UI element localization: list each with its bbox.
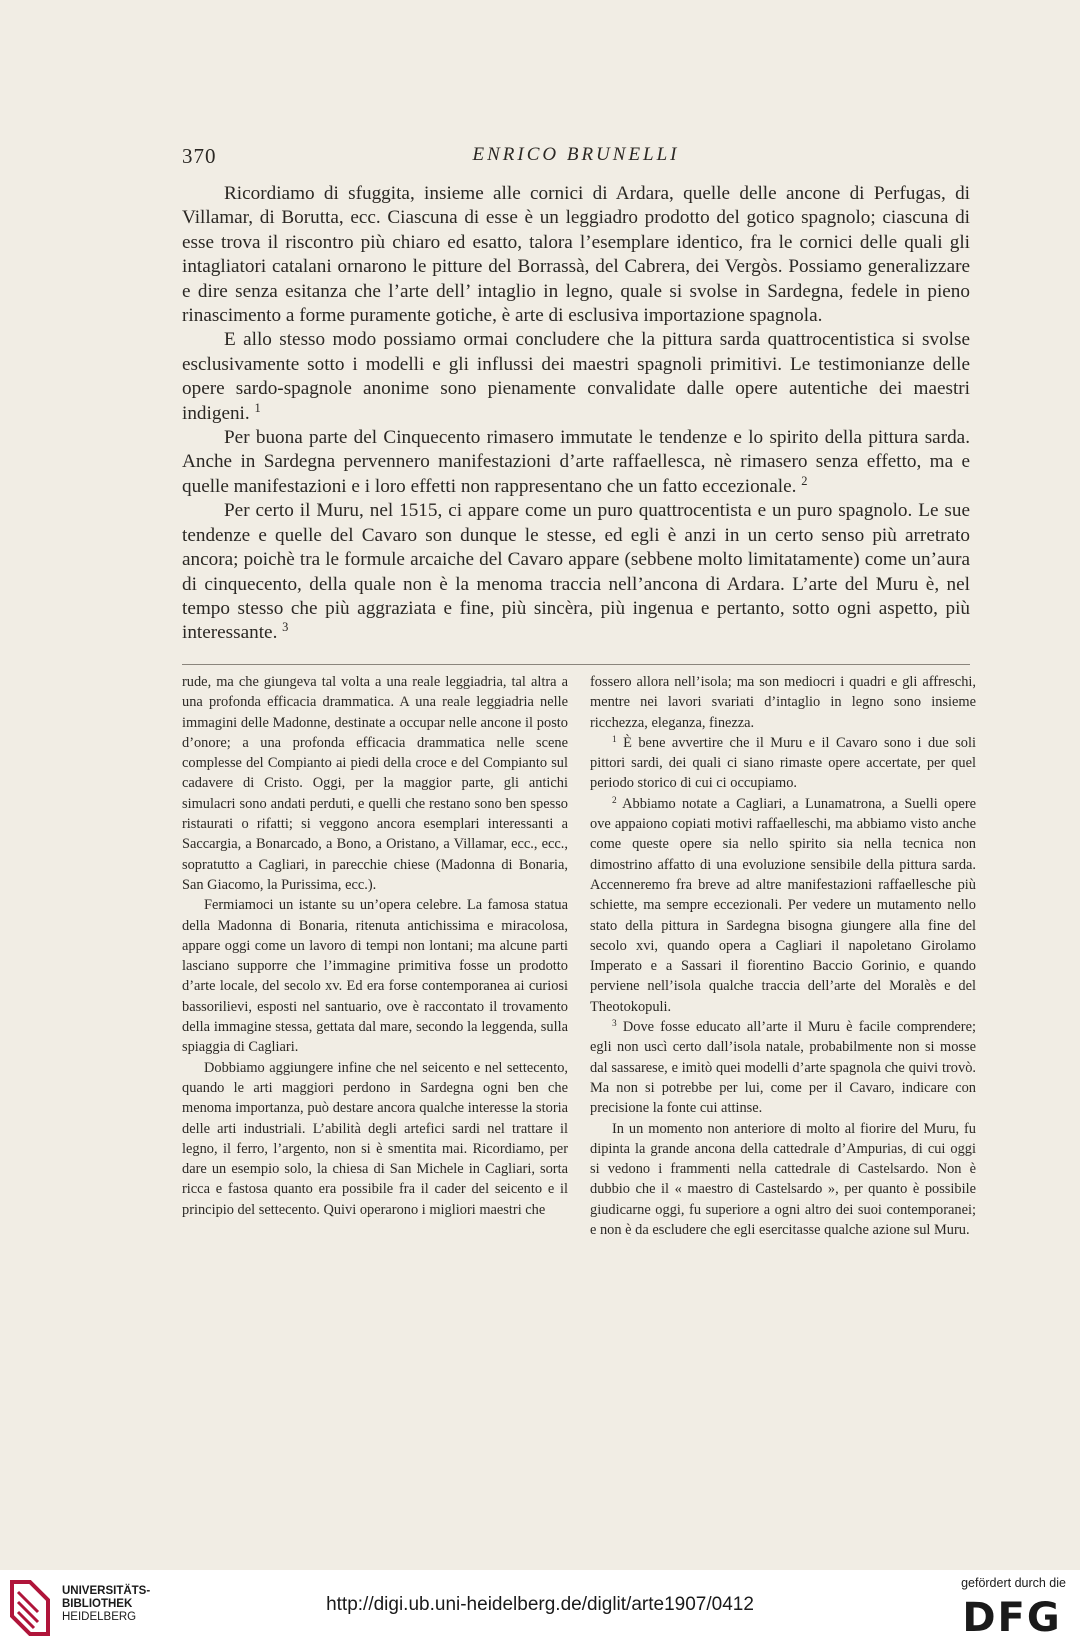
footnote-reference: 1 [254,400,261,415]
dfg-logo: DFG [962,1595,1062,1641]
footnote-paragraph [590,1119,976,1241]
paragraph-text: Fermiamoci un istante su un’opera celebre. La famosa statua della Madonna di Bonaria, ritenuta antichissima e miracolosa, appare oggi come un lavoro di tempi non lontani; ma alcune parti lasciano supporre che l’immagine primitiva fosse un prodotto d’arte locale, del secolo xv. Ed era forse contemporanea ai curiosi bassorilievi, esposti nel santuario, ove è raccontato il trovamento della immagine stessa, gettata dal mare, secondo la leggenda, sulla spiaggia di Cagliari. [182,897,568,1056]
footnotes-left-column [182,672,568,1220]
library-name-line: HEIDELBERG [62,1611,137,1623]
paragraph-text: E allo stesso modo possiamo ormai concludere che la pittura sarda quattrocentistica si svolse esclusivamente sotto i modelli e gli influssi dei maestri spagnoli primitivi. Le testimonianze delle opere sardo-spagnole anonime sono pienamente convalidate dalle opere autentiche dei maestri indigeni. [182,329,970,424]
paragraph-text: Abbiamo notate a Cagliari, a Lunamatrona, a Suelli opere ove appaiono copiati motivi raffaelleschi, ma abbiamo visto anche come queste opere sia nello spirito sia nella tecnica non dimostrino affatto di una evoluzione sensibile della pittura sarda. Accenneremo fra breve ad altre manifestazioni raffaellesche più schiette, ma sempre eccezionali. Per vedere un mutamento nello stato della pittura in Sardegna bisogna giungere alla fine del secolo xvi, quando opera a Cagliari il napoletano Girolamo Imperato e a Sassari il fiorentino Baccio Gorinio, e quando perviene nell’isola qualche traccia dell’arte del Moralès e del Theotokopuli. [590,795,976,1015]
footnote-number: 1 [612,734,617,745]
footnote-paragraph [590,672,976,733]
footnote-paragraph [590,1017,976,1118]
footnote-paragraph [590,733,976,794]
paragraph-text: Dove fosse educato all’arte il Muru è facile comprendere; egli non uscì certo dall’isola natale, probabilmente non si mosse dal sassarese, e imitò quei modelli d’arte spagnola che quivi trovò. Ma non si potrebbe per lui, come per il Cavaro, indicare con precisione la fonte cui attinse. [590,1019,976,1117]
paragraph-text: fossero allora nell’isola; ma son mediocri i quadri e gli affreschi, mentre nei lavori svariati d’intaglio in legno sono insieme ricchezza, eleganza, finezza. [590,674,976,731]
library-name-line: BIBLIOTHEK [62,1598,133,1610]
paragraph-text: Per buona parte del Cinquecento rimasero immutate le tendenze e lo spirito della pittura sarda. Anche in Sardegna pervennero manifestazioni d’arte raffaellesca, nè rimasero senza effetto, ma e quelle manifestazioni e i loro effetti non rappresentano che un fatto eccezionale. [182,427,970,497]
footer-bar [0,1570,1080,1647]
footnote-divider [182,664,970,665]
footnote-paragraph [590,794,976,1017]
footnote-paragraph [182,895,568,1057]
body-paragraph [182,328,970,426]
paragraph-text: In un momento non anteriore di molto al fiorire del Muru, fu dipinta la grande ancona della cattedrale d’Ampurias, di cui oggi si vedono i frammenti nella cattedrale di Castelsardo. Non è dubbio che il « maestro di Castelsardo », per quanto è possibile giudicarne oggi, fu superiore a ogni altro dei suoi contemporanei; e non è da escludere che egli esercitasse qualche azione sul Muru. [590,1120,976,1239]
footnote-paragraph [182,672,568,895]
paragraph-text: rude, ma che giungeva tal volta a una reale leggiadria, tal altra a una profonda efficacia drammatica. A una reale leggiadria nelle immagini delle Madonne, destinate a occupar nelle ancone il posto d’onore; a una profonda efficacia drammatica nelle scene complesse del Compianto ai piedi della croce e del Compianto sul cadavere di Cristo. Oggi, per la maggior parte, gli antichi simulacri sono andati perduti, e quelli che restano sono ben spesso ristaurati o rifatti; si veggono ancora esemplari interessanti a Saccargia, a Bonarcado, a Bono, a Oristano, a Villamar, ecc., ecc., sopratutto a Cagliari, in parecchie chiese (Madonna di Bonaria, San Giacomo, la Purissima, ecc.). [182,674,568,893]
library-logo-icon [8,1578,54,1638]
footnotes-right-column [590,672,976,1240]
footnote-number: 2 [612,795,617,806]
main-text [182,182,970,646]
footnote-reference: 2 [801,474,808,489]
paragraph-text: È bene avvertire che il Muru e il Cavaro sono i due soli pittori sardi, dei quali ci siano rimaste opere accertate, per quel periodo storico di cui ci occupiamo. [590,734,976,792]
funded-by-label: gefördert durch die [961,1576,1066,1590]
paragraph-text: Ricordiamo di sfuggita, insieme alle cornici di Ardara, quelle delle ancone di Perfugas, di Villamar, di Borutta, ecc. Ciascuna di esse è un leggiadro prodotto del gotico spagnolo; ciascuna di esse trova il riscontro più chiaro ed esatto, talora l’esemplare identico, fra le cornici delle quali gli intagliatori catalani ornarono le pitture del Borrassà, del Cabrera, dei Vergòs. Possiamo generalizzare e dire senza esitanza che l’arte dell’ intaglio in legno, quale si svolse in Sardegna, fedele in pieno rinascimento a forme puramente gotiche, è arte di esclusiva importazione spagnola. [182,183,970,327]
paragraph-text: Per certo il Muru, nel 1515, ci appare come un puro quattrocentista e un puro spagnolo. Le sue tendenze e quelle del Cavaro son dunque le stesse, ed egli è anzi in un certo senso più arretrato ancora; poichè tra le formule arcaiche del Cavaro appare (sebbene molto limitatamente) come un’aura di cinquecento, della quale non è la menoma traccia nell’ancona di Ardara. L’arte del Muru è, nel tempo stesso che più aggraziata e fine, più sincèra, più ingenua e pertanto, sotto ogni aspetto, più interessante. [182,500,970,644]
library-name-line: UNIVERSITÄTS- [62,1585,151,1597]
footnote-paragraph [182,1058,568,1220]
library-name [62,1585,150,1624]
body-paragraph [182,499,970,645]
permalink-url[interactable]: http://digi.ub.uni-heidelberg.de/diglit/arte1907/0412 [326,1594,754,1615]
paragraph-text: Dobbiamo aggiungere infine che nel seicento e nel settecento, quando le arti maggiori perdono in Sardegna ogni ben che menoma importanza, può destare ancora qualche interesse la storia delle arti industriali. L’abilità degli artefici sardi nel trattare il legno, il ferro, l’argento, non si è smentita mai. Ricordiamo, per dare un esempio solo, la chiesa di San Michele in Cagliari, sorta ricca e fastosa quanto era possibile fra il cader del seicento e il principio del settecento. Quivi operarono i migliori maestri che [182,1059,568,1218]
page-header [182,144,970,174]
body-paragraph [182,182,970,328]
page-number: 370 [182,144,217,168]
footnote-number: 3 [612,1018,617,1029]
body-paragraph [182,426,970,499]
running-head: ENRICO BRUNELLI [472,144,680,165]
footnote-reference: 3 [282,620,289,635]
